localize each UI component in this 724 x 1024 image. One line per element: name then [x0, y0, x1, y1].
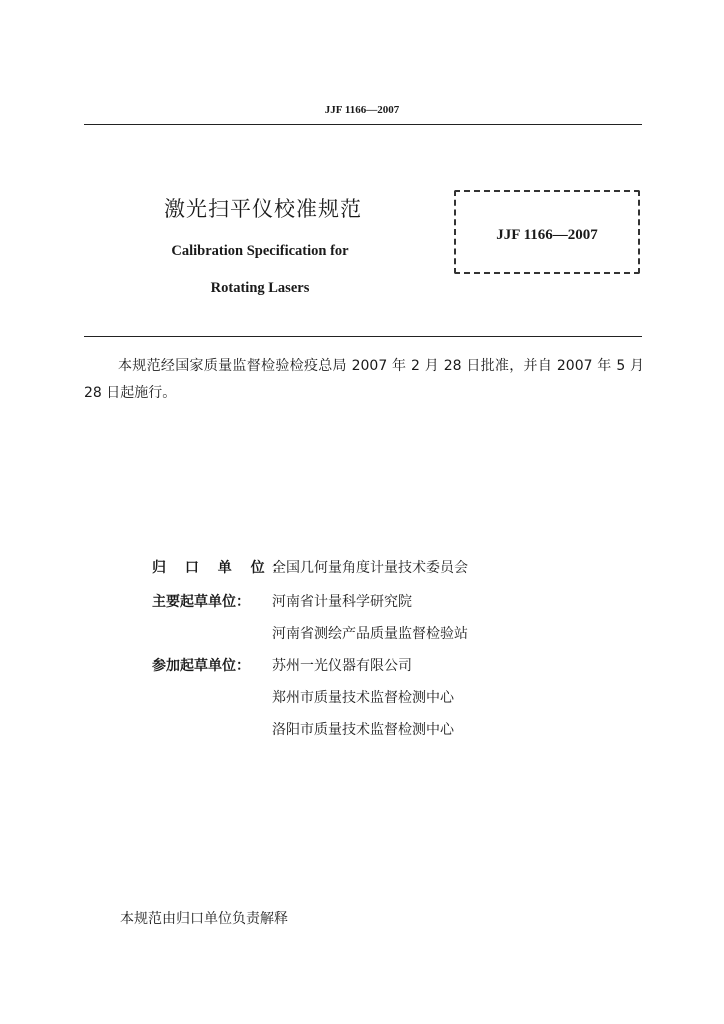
- page-title-english-line1: Calibration Specification for: [171, 243, 349, 259]
- title-divider: [84, 336, 642, 337]
- header-divider: [84, 124, 642, 125]
- standard-code-box-text: JJF 1166—2007: [496, 227, 598, 243]
- responsible-unit-value: 全国几何量角度计量技术委员会: [272, 560, 468, 576]
- main-drafting-unit-label: 主要起草单位：: [152, 594, 250, 610]
- participating-unit-value: 郑州市质量技术监督检测中心: [272, 690, 454, 706]
- participating-unit-value: 苏州一光仪器有限公司: [272, 658, 412, 674]
- participating-unit-label: 参加起草单位：: [152, 658, 250, 674]
- main-drafting-unit-value: 河南省测绘产品质量监督检验站: [272, 626, 468, 642]
- page-title-english-line2: Rotating Lasers: [210, 280, 310, 296]
- interpretation-note: 本规范由归口单位负责解释: [120, 911, 288, 927]
- participating-unit-value: 洛阳市质量技术监督检测中心: [272, 722, 454, 738]
- page-title-chinese: 激光扫平仪校准规范: [164, 197, 362, 221]
- main-drafting-unit-value: 河南省计量科学研究院: [272, 594, 412, 610]
- approval-statement: 本规范经国家质量监督检验检疫总局 2007 年 2 月 28 日批准，并自 2007 年 5 月 28 日起施行。: [84, 358, 644, 401]
- header-standard-code: JJF 1166—2007: [324, 104, 400, 116]
- responsible-unit-label: 归 口 单 位：: [152, 560, 293, 576]
